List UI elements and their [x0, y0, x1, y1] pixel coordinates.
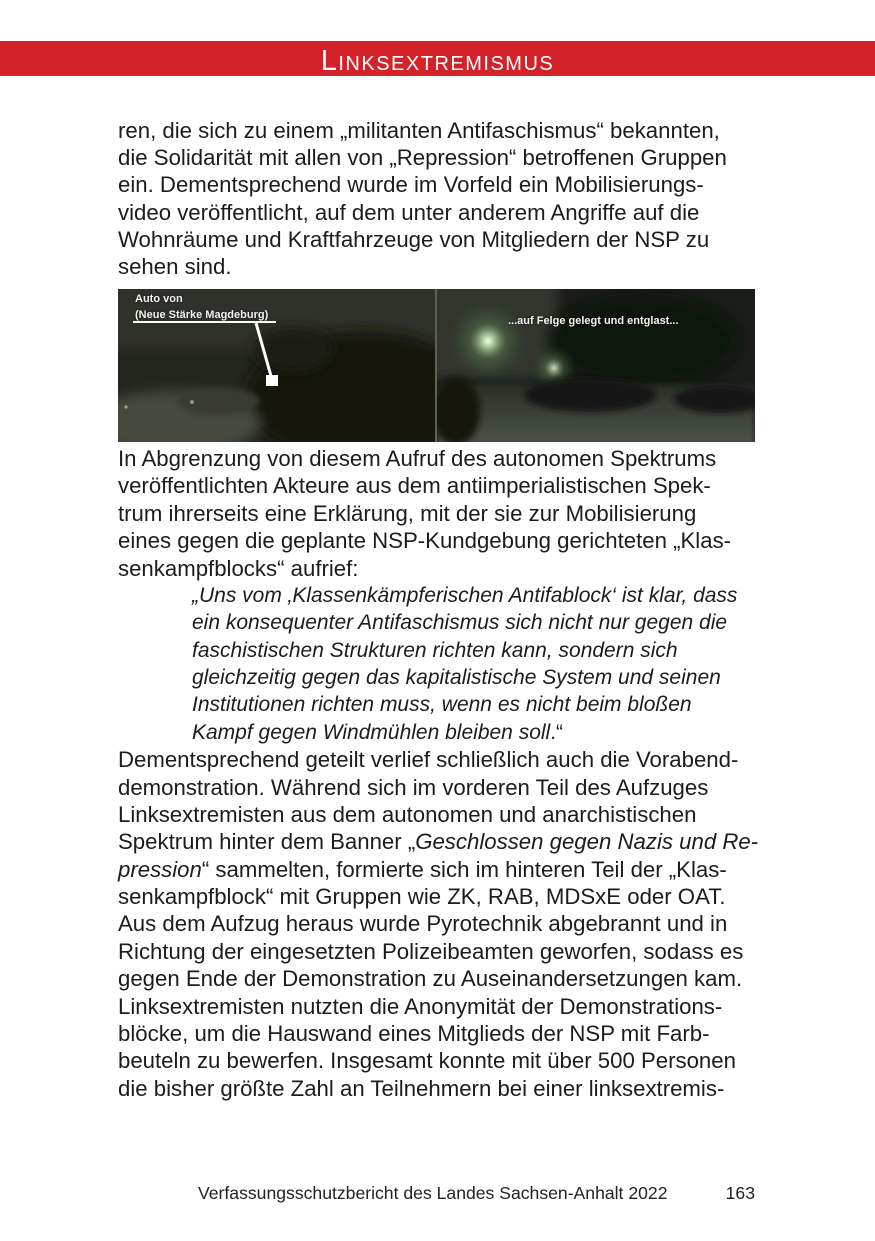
text-line: video veröffentlicht, auf dem unter anderem Angriffe auf die	[118, 199, 700, 225]
main-text-flow	[118, 445, 778, 1102]
photo-label-left-line2: (Neue Stärke Magdeburg)	[135, 309, 269, 321]
text-line: sehen sind.	[118, 253, 232, 279]
text-line: Linksextremisten nutzten die Anonymität der Demonstrations-	[118, 993, 723, 1019]
paragraph-1	[118, 117, 778, 280]
text-line: gegen Ende der Demonstration zu Auseinandersetzungen kam.	[118, 966, 743, 992]
text-line: Linksextremisten aus dem autonomen und anarchistischen	[118, 801, 697, 827]
photo-figure	[118, 289, 755, 442]
text-line: ein. Dementsprechend wurde im Vorfeld ein Mobilisierungs-	[118, 172, 704, 198]
photo-label-left-line1: Auto von	[135, 293, 183, 305]
text-line: die Solidarität mit allen von „Repression“ betroffenen Gruppen	[118, 145, 727, 171]
photo-shade	[176, 387, 260, 415]
paragraph-2	[118, 445, 778, 582]
quote-text: Kampf gegen Windmühlen bleiben soll	[192, 720, 551, 744]
quote-line: „Uns vom ‚Klassenkämpferischen Antifablock‘ ist klar, dass	[192, 583, 738, 607]
quote-line: faschistischen Strukturen richten kann, sondern sich	[192, 638, 678, 662]
quote-line	[118, 719, 778, 746]
photo-shade	[432, 377, 480, 442]
text-line: ren, die sich zu einem „militanten Antifaschismus“ bekannten,	[118, 118, 720, 143]
photo-highlight	[124, 405, 127, 408]
section-title: Linksextremismus	[320, 45, 555, 77]
page-number: 163	[725, 1183, 755, 1203]
quote-closing-mark: .“	[550, 720, 564, 744]
quote-line: ein konsequenter Antifaschismus sich nicht nur gegen die	[192, 611, 728, 635]
text-line: Wohnräume und Kraftfahrzeuge von Mitgliedern der NSP zu	[118, 226, 710, 252]
text-line: Dementsprechend geteilt verlief schließlich auch die Vorabend-	[118, 747, 739, 773]
banner-slogan-italic: Geschlossen gegen Nazis und Re-	[415, 829, 759, 855]
text-line: eines gegen die geplante NSP-Kundgebung gerichteten „Klas-	[118, 528, 732, 554]
photo-label-right: ...auf Felge gelegt und entglast...	[508, 315, 679, 327]
footer-source: Verfassungsschutzbericht des Landes Sachsen-Anhalt 2022	[198, 1183, 668, 1203]
text-line: trum ihrerseits eine Erklärung, mit der sie zur Mobilisierung	[118, 500, 697, 526]
pointer-marker	[266, 375, 278, 386]
text-line: Richtung der eingesetzten Polizeibeamten geworfen, sodass es	[118, 938, 744, 964]
text-line: blöcke, um die Hauswand eines Mitglieds der NSP mit Farb-	[118, 1020, 710, 1046]
text-line	[118, 828, 778, 855]
text-line: beuteln zu bewerfen. Insgesamt konnte mit über 500 Personen	[118, 1048, 736, 1074]
text-line: senkampfblock“ mit Gruppen wie ZK, RAB, MDSxE oder OAT.	[118, 884, 726, 909]
photo-shade	[253, 327, 333, 371]
paragraph-3	[118, 746, 778, 1102]
block-quote	[118, 582, 778, 746]
text-line: veröffentlichten Akteure aus dem antiimperialistischen Spek-	[118, 473, 711, 499]
text-line: die bisher größte Zahl an Teilnehmern bei einer linksextremis-	[118, 1075, 725, 1101]
text-line: Aus dem Aufzug heraus wurde Pyrotechnik abgebrannt und in	[118, 911, 728, 937]
quote-line: gleichzeitig gegen das kapitalistische System und seinen	[192, 666, 721, 689]
quote-line: Institutionen richten muss, wenn es nicht beim bloßen	[192, 693, 692, 717]
text-line: In Abgrenzung von diesem Aufruf des autonomen Spektrums	[118, 446, 717, 471]
photo-divider	[435, 289, 437, 442]
streetlight-glow	[444, 297, 532, 385]
car-silhouette	[524, 378, 656, 412]
text-line: demonstration. Während sich im vorderen Teil des Aufzuges	[118, 774, 709, 800]
photo-right-panel	[428, 289, 755, 442]
text-line: senkampfblocks“ aufrief:	[118, 555, 359, 581]
text-segment: “ sammelten, formierte sich im hinteren Teil der „Klas-	[201, 856, 727, 882]
photo-highlight	[190, 400, 194, 404]
banner-slogan-italic: pression	[118, 856, 202, 882]
section-header-band	[0, 41, 875, 76]
text-line	[118, 856, 778, 883]
text-segment: Spektrum hinter dem Banner „	[118, 829, 416, 855]
